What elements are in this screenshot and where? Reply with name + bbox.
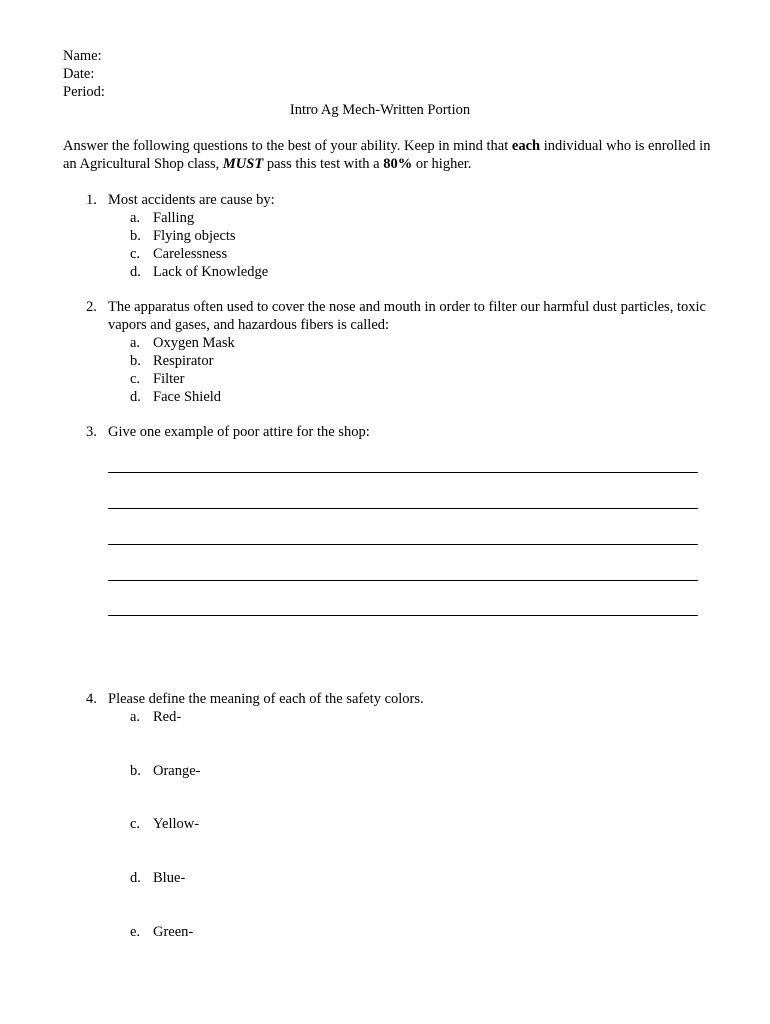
option-letter: a. (130, 335, 141, 351)
option-a[interactable] (130, 209, 706, 227)
emphasis-percent: 80% (383, 156, 413, 172)
instructions-text: pass this test with a (263, 156, 384, 172)
option-text: Filter (153, 371, 185, 387)
option-letter: c. (130, 371, 141, 387)
emphasis-each: each (511, 138, 541, 154)
answer-options (130, 209, 706, 281)
answer-line[interactable] (108, 580, 698, 581)
answer-options (130, 334, 706, 406)
instructions-text: individual who is enrolled in an Agricultural Shop class, (63, 138, 711, 172)
option-text: Green- (153, 924, 194, 940)
answer-line[interactable] (108, 508, 698, 509)
question-text: Give one example of poor attire for the shop: (108, 424, 370, 440)
name-label: Name: (63, 48, 102, 64)
option-letter: a. (130, 709, 141, 725)
option-text: Yellow- (153, 816, 200, 832)
emphasis-must: MUST (222, 156, 264, 172)
page-title: Intro Ag Mech-Written Portion (289, 102, 471, 118)
option-text: Orange- (153, 763, 201, 779)
safety-color-yellow (130, 815, 199, 833)
question-number: 1. (86, 192, 97, 208)
period-label: Period: (63, 84, 105, 100)
question-number: 2. (86, 299, 97, 315)
option-text: Blue- (153, 870, 186, 886)
option-text: Red- (153, 709, 182, 725)
safety-color-orange (130, 762, 201, 780)
option-c[interactable] (130, 370, 706, 388)
option-letter: a. (130, 210, 141, 226)
option-letter: b. (130, 228, 141, 244)
safety-color-blue (130, 869, 185, 887)
answer-line[interactable] (108, 615, 698, 616)
safety-color-green (130, 923, 193, 941)
option-text: Flying objects (153, 228, 236, 244)
question-number: 3. (86, 424, 97, 440)
option-a[interactable] (130, 334, 706, 352)
date-label: Date: (63, 66, 95, 82)
instructions-paragraph (63, 137, 723, 173)
option-b[interactable] (130, 352, 706, 370)
option-c[interactable] (130, 245, 706, 263)
option-b[interactable] (130, 227, 706, 245)
option-letter: b. (130, 353, 141, 369)
option-letter: e. (130, 924, 141, 940)
option-text: Lack of Knowledge (153, 264, 269, 280)
question-2 (86, 298, 706, 406)
option-text: Oxygen Mask (153, 335, 235, 351)
option-letter: d. (130, 389, 141, 405)
question-4 (86, 690, 706, 708)
option-text: Face Shield (153, 389, 222, 405)
safety-color-red (130, 708, 181, 726)
instructions-text: Answer the following questions to the best of your ability. Keep in mind that (63, 138, 512, 154)
option-text: Respirator (153, 353, 214, 369)
option-text: Carelessness (153, 246, 228, 262)
answer-line[interactable] (108, 544, 698, 545)
question-3 (86, 423, 706, 441)
option-letter: c. (130, 246, 141, 262)
question-number: 4. (86, 691, 97, 707)
option-d[interactable] (130, 388, 706, 406)
option-d[interactable] (130, 263, 706, 281)
instructions-text: or higher. (412, 156, 472, 172)
option-text: Falling (153, 210, 195, 226)
answer-line[interactable] (108, 472, 698, 473)
question-text: Most accidents are cause by: (108, 192, 275, 208)
option-letter: c. (130, 816, 141, 832)
question-text: Please define the meaning of each of the safety colors. (108, 691, 424, 707)
question-1 (86, 191, 706, 281)
option-letter: b. (130, 763, 141, 779)
option-letter: d. (130, 870, 141, 886)
question-text: The apparatus often used to cover the nose and mouth in order to filter our harmful dust particles, toxic vapors and gases, and hazardous fibers is called: (108, 299, 706, 333)
option-letter: d. (130, 264, 141, 280)
